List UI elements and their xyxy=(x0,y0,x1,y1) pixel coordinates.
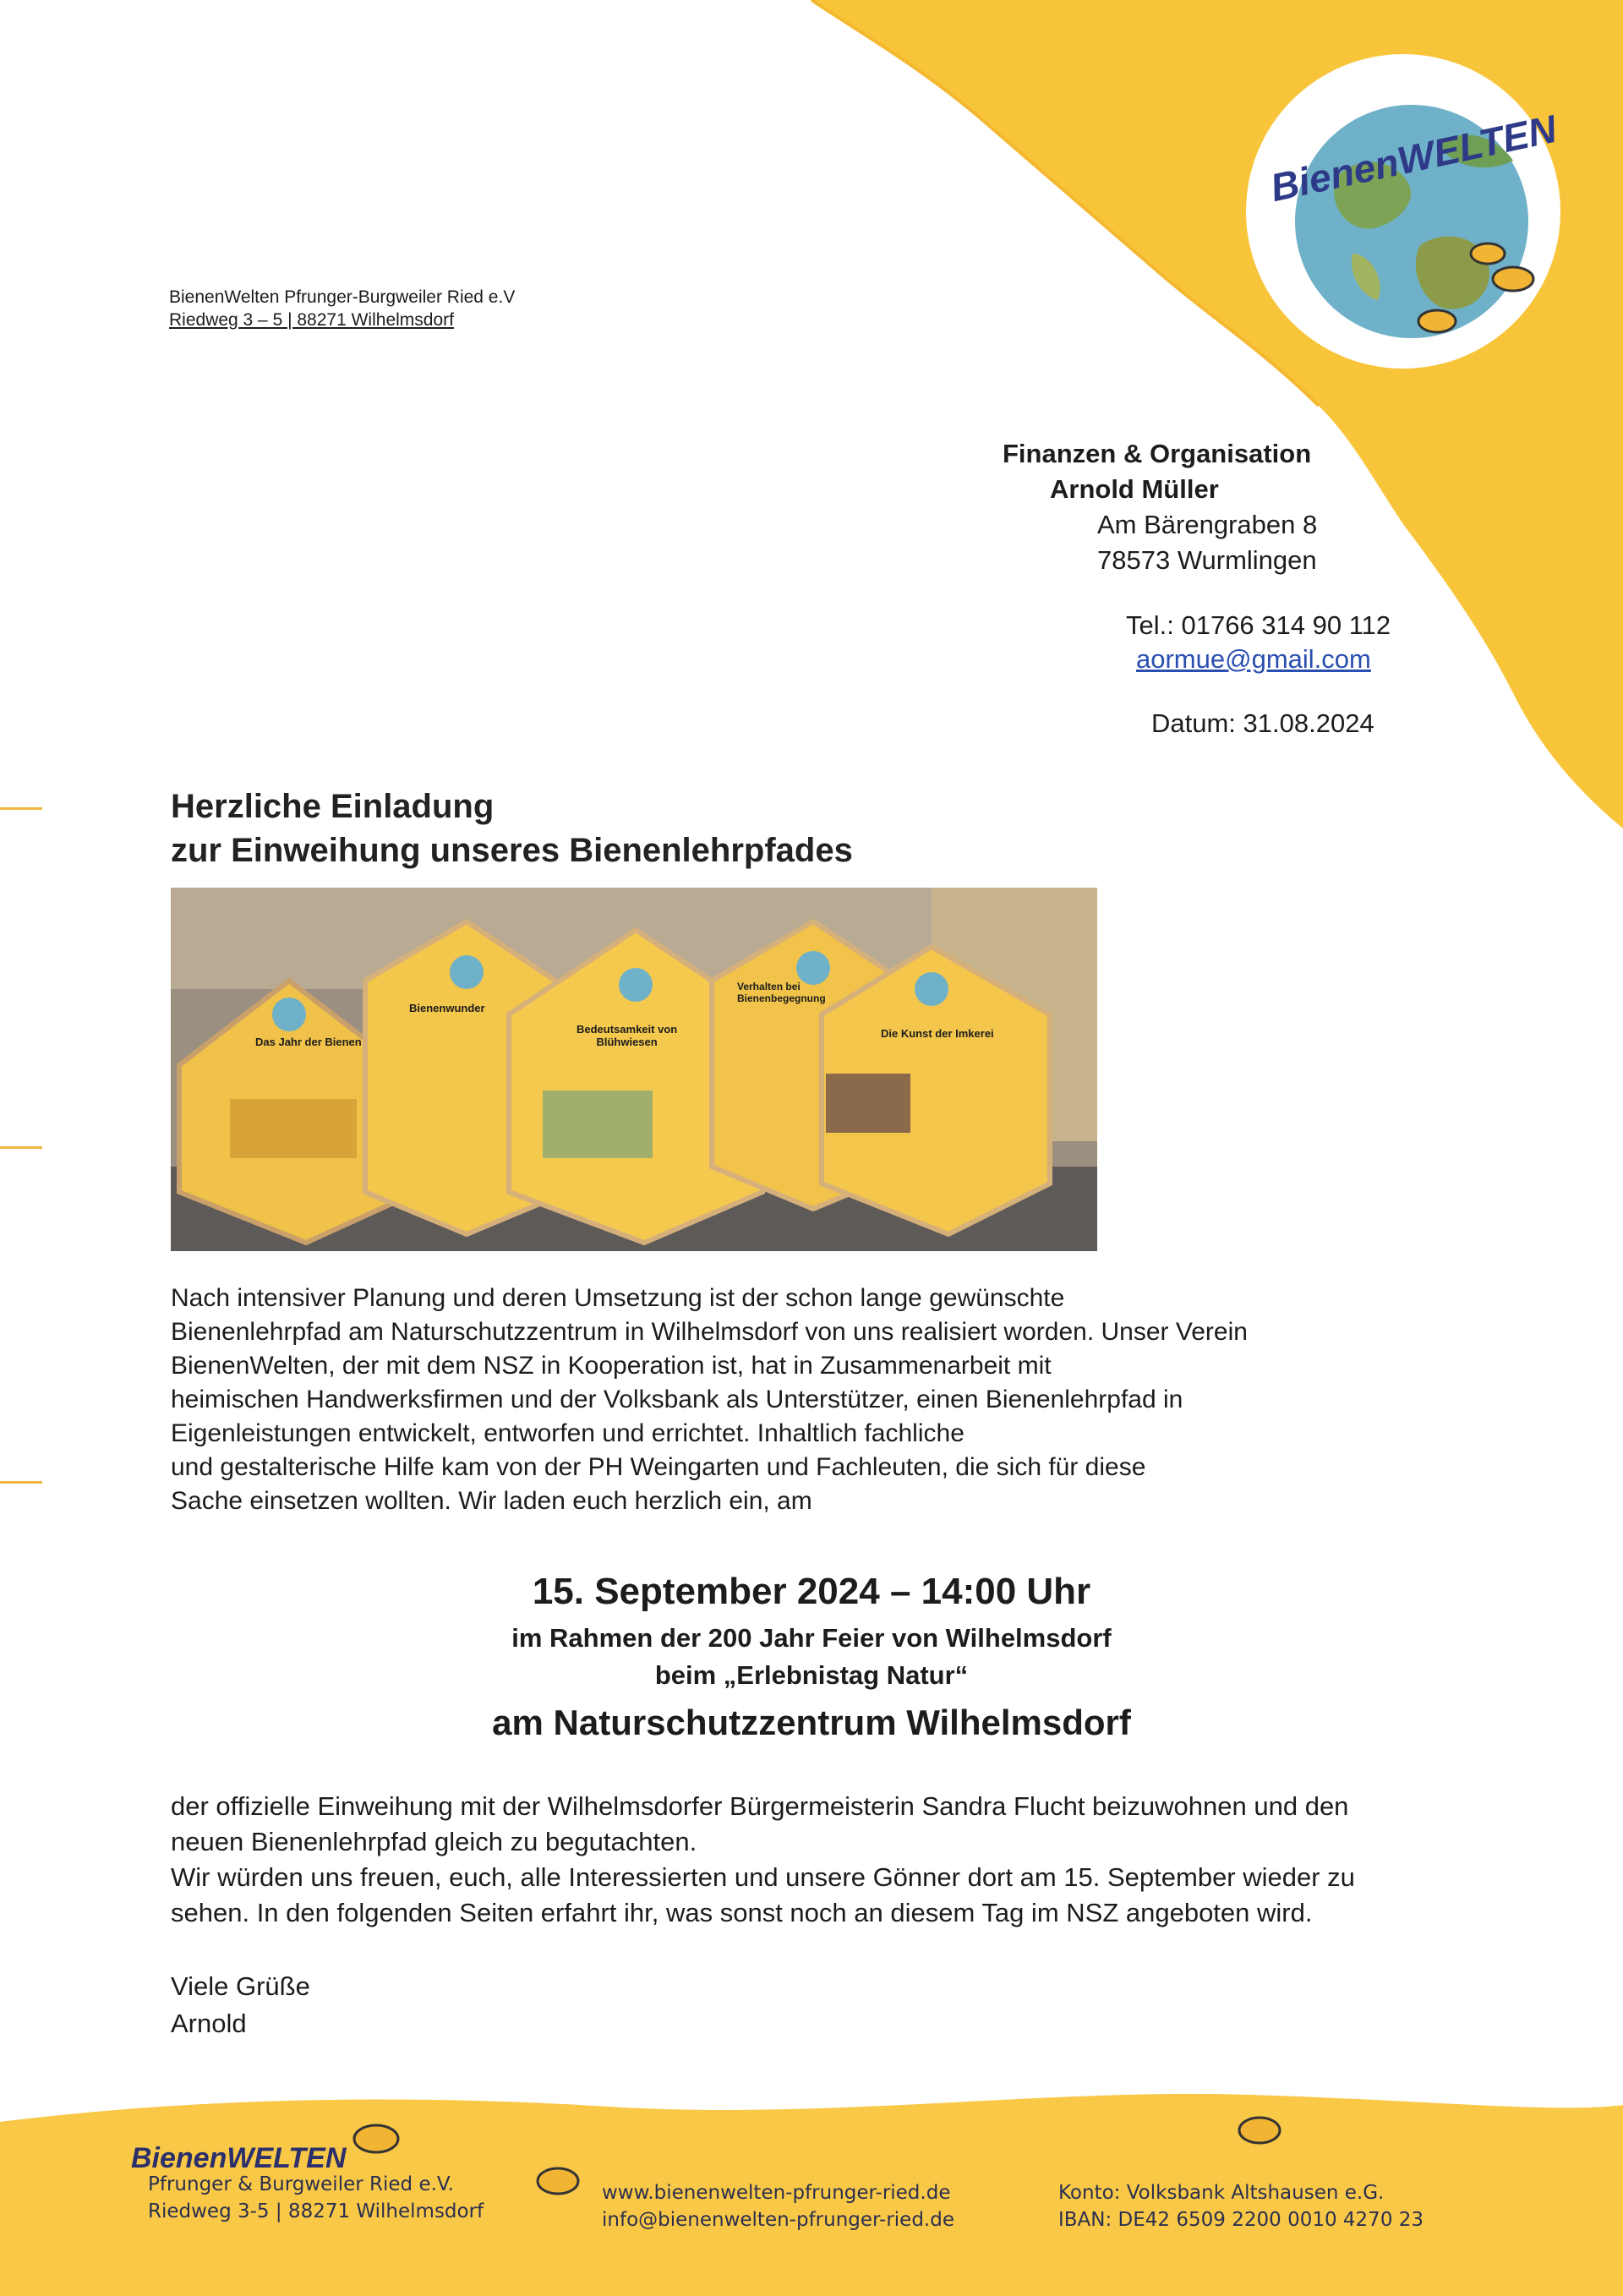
recipient-department: Finanzen & Organisation xyxy=(1003,439,1312,468)
intro-paragraph: Nach intensiver Planung und deren Umsetzung ist der schon lange gewünschte Bienenlehrpfad am Naturschutzzentrum in Wilhelmsdorf von uns realisiert worden. Unser Verein BienenWelten, der mit dem NSZ in Kooperation ist, hat in Zusammenarbeit mit heimischen Handwerksfirmen und der Volksbank als Unterstützer, einen Bienenlehrpfad in Eigenleistungen entwickelt, entworfen und errichtet. Inhaltlich fachliche und gestalterische Hilfe kam von der PH Weingarten und Fachleuten, die sich für diese Sache einsetzen wollten. Wir laden euch herzlich ein, am xyxy=(171,1284,1248,1515)
event-date-time: 15. September 2024 – 14:00 Uhr xyxy=(532,1571,1091,1612)
greeting: Viele Grüße xyxy=(171,1971,310,2001)
email-link[interactable]: aormue@gmail.com xyxy=(1136,644,1371,674)
recipient-street: Am Bärengraben 8 xyxy=(1097,510,1318,539)
fold-mark xyxy=(0,1481,42,1484)
photo-illustration xyxy=(171,888,1097,1251)
heading-line-2: zur Einweihung unseres Bienenlehrpfades xyxy=(171,832,853,869)
footer-bank: Konto: Volksbank Altshausen e.G. IBAN: DE42 6509 2200 0010 4270 23 xyxy=(1058,2182,1424,2231)
heading-line-1: Herzliche Einladung xyxy=(171,788,495,825)
sender-street: Riedweg 3 – 5 | 88271 Wilhelmsdorf xyxy=(169,310,454,330)
website-link[interactable]: www.bienenwelten-pfrunger-ried.de xyxy=(602,2182,951,2204)
fold-mark xyxy=(0,807,42,810)
event-subtitle: beim „Erlebnistag Natur“ xyxy=(654,1660,969,1690)
sender-address xyxy=(169,286,515,331)
logo-text: BienenWELTEN xyxy=(1266,106,1560,210)
sign-label: Das Jahr der Bienen xyxy=(255,1036,362,1048)
recipient-city: 78573 Wurmlingen xyxy=(1097,545,1317,575)
sign-label: Bienenwunder xyxy=(409,1002,485,1014)
sender-name: BienenWelten Pfrunger-Burgweiler Ried e.V xyxy=(169,287,516,307)
letter-heading xyxy=(171,784,853,872)
bee-trail-photo xyxy=(171,888,1097,1251)
closing xyxy=(171,1968,310,2042)
sign-label: Bedeutsamkeit von Blühwiesen xyxy=(577,1023,678,1048)
signature-name: Arnold xyxy=(171,2009,247,2038)
footer-email-link[interactable]: info@bienenwelten-pfrunger-ried.de xyxy=(602,2209,954,2231)
fold-mark xyxy=(0,1146,42,1149)
recipient-block xyxy=(1003,436,1317,578)
footer-organization: Pfrunger & Burgweiler Ried e.V. Riedweg 3-5 | 88271 Wilhelmsdorf xyxy=(148,2173,484,2222)
phone-number: Tel.: 01766 314 90 112 xyxy=(1126,610,1391,640)
logo-globe xyxy=(1246,54,1560,369)
recipient-name: Arnold Müller xyxy=(1050,474,1219,504)
footer-web-contact xyxy=(602,2179,954,2233)
sign-label: Die Kunst der Imkerei xyxy=(881,1027,994,1040)
details-paragraph: der offizielle Einweihung mit der Wilhelmsdorfer Bürgermeisterin Sandra Flucht beizuwohnen und den neuen Bienenlehrpfad gleich zu begutachten. Wir würden uns freuen, euch, alle Interessierten und unsere Gönner dort am 15. September wieder zu sehen. In den folgenden Seiten erfahrt ihr, was sonst noch an diesem Tag im NSZ angeboten wird. xyxy=(171,1791,1355,1927)
contact-block xyxy=(1126,609,1391,676)
footer-logo: BienenWELTEN xyxy=(131,2142,347,2174)
sign-label: Verhalten bei Bienenbegegnung xyxy=(737,981,826,1004)
event-occasion: im Rahmen der 200 Jahr Feier von Wilhelmsdorf xyxy=(511,1623,1112,1653)
letter-date: Datum: 31.08.2024 xyxy=(1151,708,1374,738)
event-location: am Naturschutzzentrum Wilhelmsdorf xyxy=(492,1703,1131,1742)
